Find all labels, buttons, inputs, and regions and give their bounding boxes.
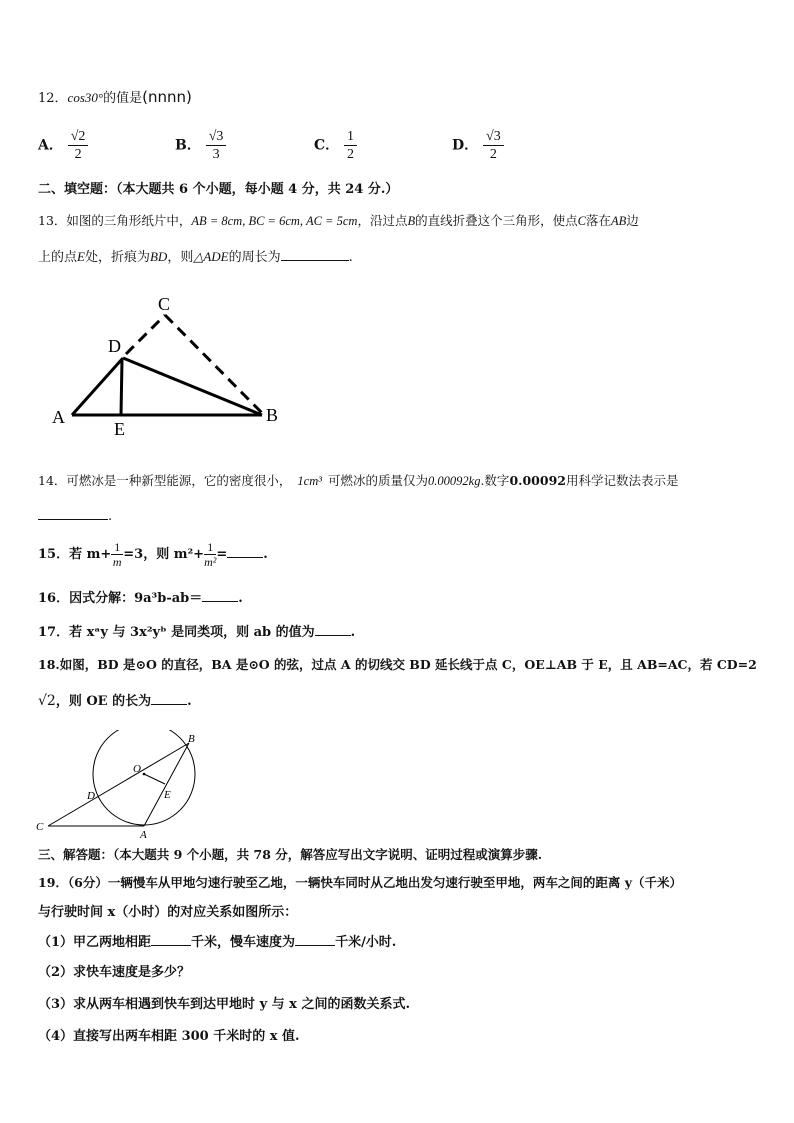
q13-text: 13．如图的三角形纸片中， — [38, 213, 192, 228]
option-letter: D． — [452, 137, 479, 154]
q18-answer-blank[interactable] — [151, 704, 187, 705]
q14-answer-blank[interactable] — [38, 519, 108, 520]
label-b: B — [188, 733, 195, 745]
label-e: E — [114, 419, 125, 439]
label-a: A — [52, 407, 65, 427]
q12-option-c[interactable] — [314, 128, 357, 163]
q13-answer-blank[interactable] — [281, 260, 349, 261]
q13-triangle-figure — [40, 290, 300, 440]
q19-text: 千米，慢车速度为 — [191, 935, 296, 950]
label-b: B — [266, 405, 279, 425]
q15-text: =3，则 m²+ — [123, 547, 205, 562]
q15-fraction — [111, 540, 123, 569]
q12-stem — [38, 88, 192, 108]
q19-line2: 与行驶时间 x（小时）的对应关系如图所示： — [38, 905, 298, 920]
q13-text: . — [348, 250, 353, 265]
option-fraction — [206, 128, 227, 163]
fraction-numerator: 1 — [111, 540, 123, 555]
q19-speed-blank[interactable] — [295, 945, 335, 946]
option-letter: A． — [38, 137, 63, 154]
option-fraction — [483, 128, 504, 163]
q13-point: C — [577, 214, 586, 228]
q19-part3: （3）求从两车相遇到快车到达甲地时 y 与 x 之间的函数关系式. — [38, 997, 410, 1012]
q15-line — [38, 540, 268, 569]
q12-option-a[interactable] — [38, 128, 88, 163]
q14-text: 可燃冰的质量仅为 — [328, 473, 429, 488]
label-c: C — [158, 294, 171, 314]
q16-text: 16．因式分解：9a³b-ab＝ — [38, 591, 203, 606]
label-d: D — [108, 336, 121, 356]
q13-text: 处，折痕为 — [84, 250, 150, 265]
fraction-numerator: 1 — [344, 128, 357, 146]
segment-dc-dashed — [126, 315, 165, 354]
q12-text: 的值是 — [103, 91, 143, 106]
q18-text: ，则 OE 的长为 — [55, 694, 152, 709]
q12-option-d[interactable] — [452, 128, 504, 163]
fraction-denominator: m² — [204, 555, 217, 569]
section2-heading: 二、填空题：（本大题共 6 个小题，每小题 4 分，共 24 分.） — [38, 182, 399, 197]
center-dot — [143, 773, 146, 776]
q14-text: . — [108, 509, 113, 524]
q13-expression: AB = 8cm, BC = 6cm, AC = 5cm — [191, 214, 358, 228]
q19-distance-blank[interactable] — [151, 945, 191, 946]
q15-text: 15．若 m+ — [38, 547, 112, 562]
label-a: A — [140, 829, 147, 840]
q12-option-b[interactable] — [175, 128, 226, 163]
q15-text: . — [263, 547, 268, 562]
label-d: D — [87, 790, 95, 802]
q17-text: 17．若 xᵃy 与 3x²yᵇ 是同类项，则 ab 的值为 — [38, 625, 315, 640]
chord-ab — [144, 743, 189, 826]
label-c: C — [36, 821, 44, 833]
q18-circle-figure — [30, 730, 220, 840]
option-fraction — [344, 128, 357, 163]
q16-line — [38, 590, 243, 608]
q14-mass: 0.00092kg — [428, 474, 481, 488]
segment-de — [121, 360, 122, 415]
q19-part1 — [38, 934, 396, 952]
fraction-numerator: √2 — [68, 128, 89, 146]
q14-number: 0.00092 — [509, 473, 566, 488]
q13-triangle: △ADE — [193, 249, 229, 264]
q19-line1: 19．（6分）一辆慢车从甲地匀速行驶至乙地，一辆快车同时从乙地出发匀速行驶至甲地，两车之间的距离 y（千米） — [38, 875, 682, 890]
q18-root: √2 — [38, 693, 56, 709]
fraction-denominator: 2 — [347, 147, 355, 162]
q15-text: = — [216, 547, 228, 562]
circle-o — [93, 730, 195, 825]
segment-cb-dashed — [165, 315, 262, 413]
q15-fraction-2 — [204, 540, 216, 569]
q18-line2 — [38, 692, 192, 711]
q13-text: 的周长为 — [228, 250, 281, 265]
option-letter: B． — [175, 137, 201, 154]
q17-line — [38, 624, 355, 642]
fraction-denominator: 2 — [489, 147, 497, 162]
fraction-numerator: √3 — [483, 128, 504, 146]
q15-answer-blank[interactable] — [227, 557, 263, 558]
q13-text: ，沿过点 — [357, 213, 408, 228]
q13-text: 的直线折叠这个三角形，使点 — [415, 213, 578, 228]
q14-unit: 1cm³ — [297, 474, 322, 488]
q19-part2: （2）求快车速度是多少？ — [38, 965, 191, 980]
option-fraction — [68, 128, 89, 163]
q18-line1: 18.如图，BD 是⊙O 的直径，BA 是⊙O 的弦，过点 A 的切线交 BD 延长线于点 C，OE⊥AB 于 E，且 AB=AC，若 CD=2 — [38, 657, 757, 672]
q13-text: 边 — [626, 213, 639, 228]
q17-text: . — [350, 625, 356, 640]
q12-answer-paren: (nnnn) — [142, 88, 192, 106]
q19-part4: （4）直接写出两车相距 300 千米时的 x 值. — [38, 1029, 300, 1044]
fraction-numerator: 1 — [204, 540, 216, 555]
q13-text: 上的点 — [38, 250, 78, 265]
q19-text: 千米/小时. — [335, 935, 397, 950]
fraction-denominator: 3 — [212, 147, 220, 162]
q13-line1 — [38, 212, 639, 230]
fraction-denominator: 2 — [74, 147, 82, 162]
q13-point: E — [77, 249, 85, 264]
q13-segment: BD — [149, 249, 168, 264]
q16-answer-blank[interactable] — [202, 601, 238, 602]
line-cb — [48, 743, 189, 826]
segment-ad — [72, 358, 123, 415]
q14-line2 — [38, 508, 112, 526]
q13-segment: AB — [610, 214, 627, 228]
q13-line2 — [38, 248, 353, 267]
q14-text: 用科学记数法表示是 — [565, 473, 679, 488]
q14-text: 14．可燃冰是一种新型能源，它的密度很小， — [38, 473, 292, 488]
label-e: E — [164, 789, 171, 801]
fraction-denominator: m — [112, 555, 122, 569]
fraction-numerator: √3 — [206, 128, 227, 146]
segment-oe — [144, 774, 165, 784]
label-o: O — [133, 763, 141, 775]
q17-answer-blank[interactable] — [315, 635, 351, 636]
q16-text: . — [238, 591, 243, 606]
q14-text: .数字 — [480, 473, 510, 488]
q13-point: B — [407, 214, 416, 228]
q18-text: . — [187, 694, 192, 709]
q14-line1 — [38, 472, 679, 490]
section3-heading: 三、解答题：（本大题共 9 个小题，共 78 分，解答应写出文字说明、证明过程或演算步骤. — [38, 847, 543, 862]
option-letter: C． — [314, 137, 340, 154]
segment-db — [123, 358, 262, 415]
q13-text: 落在 — [585, 213, 611, 228]
q12-expression: cos30° — [67, 90, 104, 105]
q19-text: （1）甲乙两地相距 — [38, 935, 152, 950]
q12-number: 12． — [38, 91, 68, 106]
q13-text: ，则 — [167, 250, 194, 265]
